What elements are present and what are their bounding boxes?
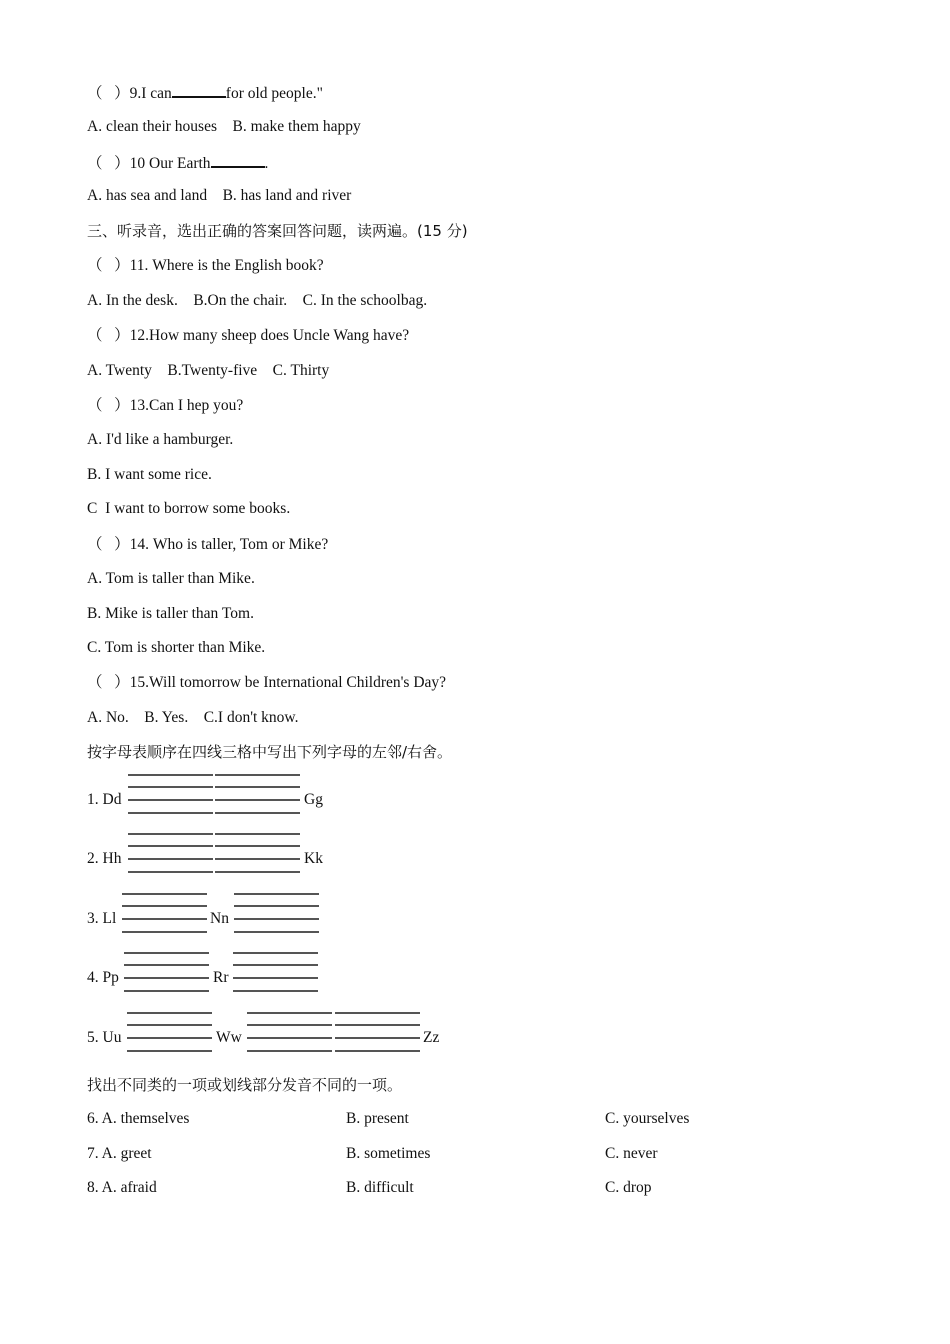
question-9 — [87, 82, 323, 104]
odd-one-out-title: 找出不同类的一项或划线部分发音不同的一项。 — [87, 1076, 403, 1094]
four-line-grid[interactable] — [215, 774, 300, 814]
question-9-stem: （ ）9.I can — [87, 85, 172, 102]
option-b: B. difficult — [346, 1179, 414, 1196]
letter-label: 3. Ll — [87, 910, 117, 927]
letter-label: Ww — [216, 1029, 242, 1046]
letter-label: Gg — [304, 791, 323, 808]
four-line-grid[interactable] — [233, 952, 318, 992]
question-10-options: A. has sea and land B. has land and river — [87, 187, 352, 204]
question-10-stem-end: . — [264, 155, 269, 172]
letter-label: 4. Pp — [87, 969, 119, 986]
four-line-grid[interactable] — [335, 1012, 420, 1052]
letter-row-1 — [87, 774, 387, 816]
question-13: （ ）13.Can I hep you? — [87, 397, 244, 414]
question-10-stem: （ ）10 Our Earth — [87, 155, 211, 172]
question-15-options: A. No. B. Yes. C.I don't know. — [87, 709, 299, 726]
question-14: （ ）14. Who is taller, Tom or Mike? — [87, 536, 329, 553]
letter-label: Nn — [210, 910, 229, 927]
question-13-option-c: C I want to borrow some books. — [87, 500, 291, 517]
four-line-grid[interactable] — [122, 893, 207, 933]
question-15: （ ）15.Will tomorrow be International Children's Day? — [87, 674, 447, 691]
question-11: （ ）11. Where is the English book? — [87, 257, 324, 274]
letter-label: 2. Hh — [87, 850, 122, 867]
letter-row-3 — [87, 893, 387, 935]
question-12-options: A. Twenty B.Twenty-five C. Thirty — [87, 362, 330, 379]
four-line-grid[interactable] — [127, 1012, 212, 1052]
answer-blank — [211, 152, 265, 168]
question-13-option-a: A. I'd like a hamburger. — [87, 431, 234, 448]
question-13-option-b: B. I want some rice. — [87, 466, 212, 483]
four-line-grid[interactable] — [128, 833, 213, 873]
letter-label: Kk — [304, 850, 323, 867]
four-line-grid[interactable] — [128, 774, 213, 814]
option-a: 7. A. greet — [87, 1145, 152, 1162]
letters-title: 按字母表顺序在四线三格中写出下列字母的左邻/右舍。 — [87, 743, 453, 761]
option-a: 8. A. afraid — [87, 1179, 157, 1196]
option-a: 6. A. themselves — [87, 1110, 190, 1127]
question-11-options: A. In the desk. B.On the chair. C. In the schoolbag. — [87, 292, 428, 309]
letter-label: Zz — [423, 1029, 440, 1046]
four-line-grid[interactable] — [234, 893, 319, 933]
letter-row-5 — [87, 1012, 467, 1054]
question-9-options: A. clean their houses B. make them happy — [87, 118, 361, 135]
letter-label: 5. Uu — [87, 1029, 122, 1046]
four-line-grid[interactable] — [124, 952, 209, 992]
letter-row-2 — [87, 833, 387, 875]
option-c: C. yourselves — [605, 1110, 690, 1127]
question-12: （ ）12.How many sheep does Uncle Wang have? — [87, 327, 410, 344]
question-14-option-c: C. Tom is shorter than Mike. — [87, 639, 266, 656]
question-9-stem-end: for old people." — [225, 85, 323, 102]
section-3-title: 三、听录音，选出正确的答案回答问题，读两遍。(15 分) — [87, 222, 468, 240]
letter-row-4 — [87, 952, 387, 994]
four-line-grid[interactable] — [247, 1012, 332, 1052]
answer-blank — [172, 82, 226, 98]
option-c: C. never — [605, 1145, 658, 1162]
option-c: C. drop — [605, 1179, 652, 1196]
question-14-option-b: B. Mike is taller than Tom. — [87, 605, 254, 622]
letter-label: 1. Dd — [87, 791, 122, 808]
option-b: B. present — [346, 1110, 409, 1127]
four-line-grid[interactable] — [215, 833, 300, 873]
question-14-option-a: A. Tom is taller than Mike. — [87, 570, 255, 587]
letter-label: Rr — [213, 969, 229, 986]
question-10 — [87, 152, 268, 174]
option-b: B. sometimes — [346, 1145, 431, 1162]
